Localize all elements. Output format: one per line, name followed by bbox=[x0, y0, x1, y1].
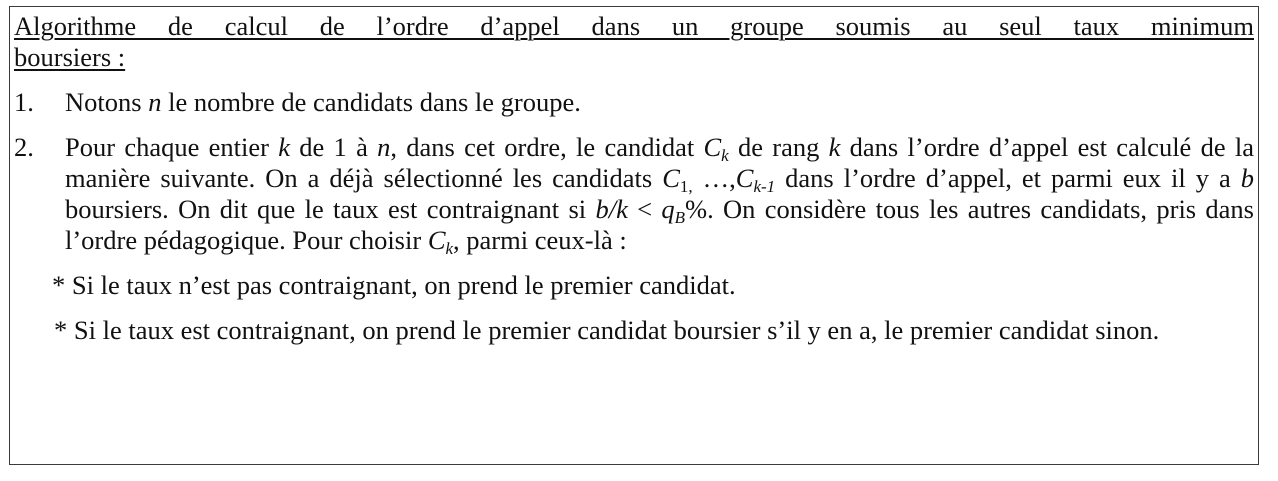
step-2-text: Pour chaque entier k de 1 à n, dans cet ordre, le candidat $C_k$ de rang k dans l’ordre d’appel est calculé de la manière suivante. On a déjà sélectionné les candidats $C_{1,}$ $\dots,C_{k-1}$ dans l’ordre d’appel, et parmi eux il y a b boursiers. On dit que le taux est contraignant si $b/k < q_B\%$. On considère tous les autres candidats, pris dans l’ordre pédagogique. Pour choisir $C_k$, parmi ceux-là : bbox=[65, 132, 1254, 258]
step-1-number: 1. bbox=[14, 87, 34, 117]
step-2-number: 2. bbox=[14, 132, 34, 162]
step-1 bbox=[14, 87, 1254, 118]
step-1-text: Notons n le nombre de candidats dans le groupe. bbox=[65, 87, 581, 117]
step-2 bbox=[14, 132, 1254, 256]
title-line-2: boursiers : bbox=[14, 42, 126, 72]
title-line-1: Algorithme de calcul de l’ordre d’appel dans un groupe soumis au seul taux minimum bbox=[14, 11, 1254, 41]
bullet-constraining: * Si le taux est contraignant, on prend le premier candidat boursier s’il y en a, le premier candidat sinon. bbox=[54, 315, 1160, 345]
algorithm-box bbox=[9, 6, 1259, 465]
bullet-not-constraining: * Si le taux n’est pas contraignant, on prend le premier candidat. bbox=[52, 270, 736, 300]
